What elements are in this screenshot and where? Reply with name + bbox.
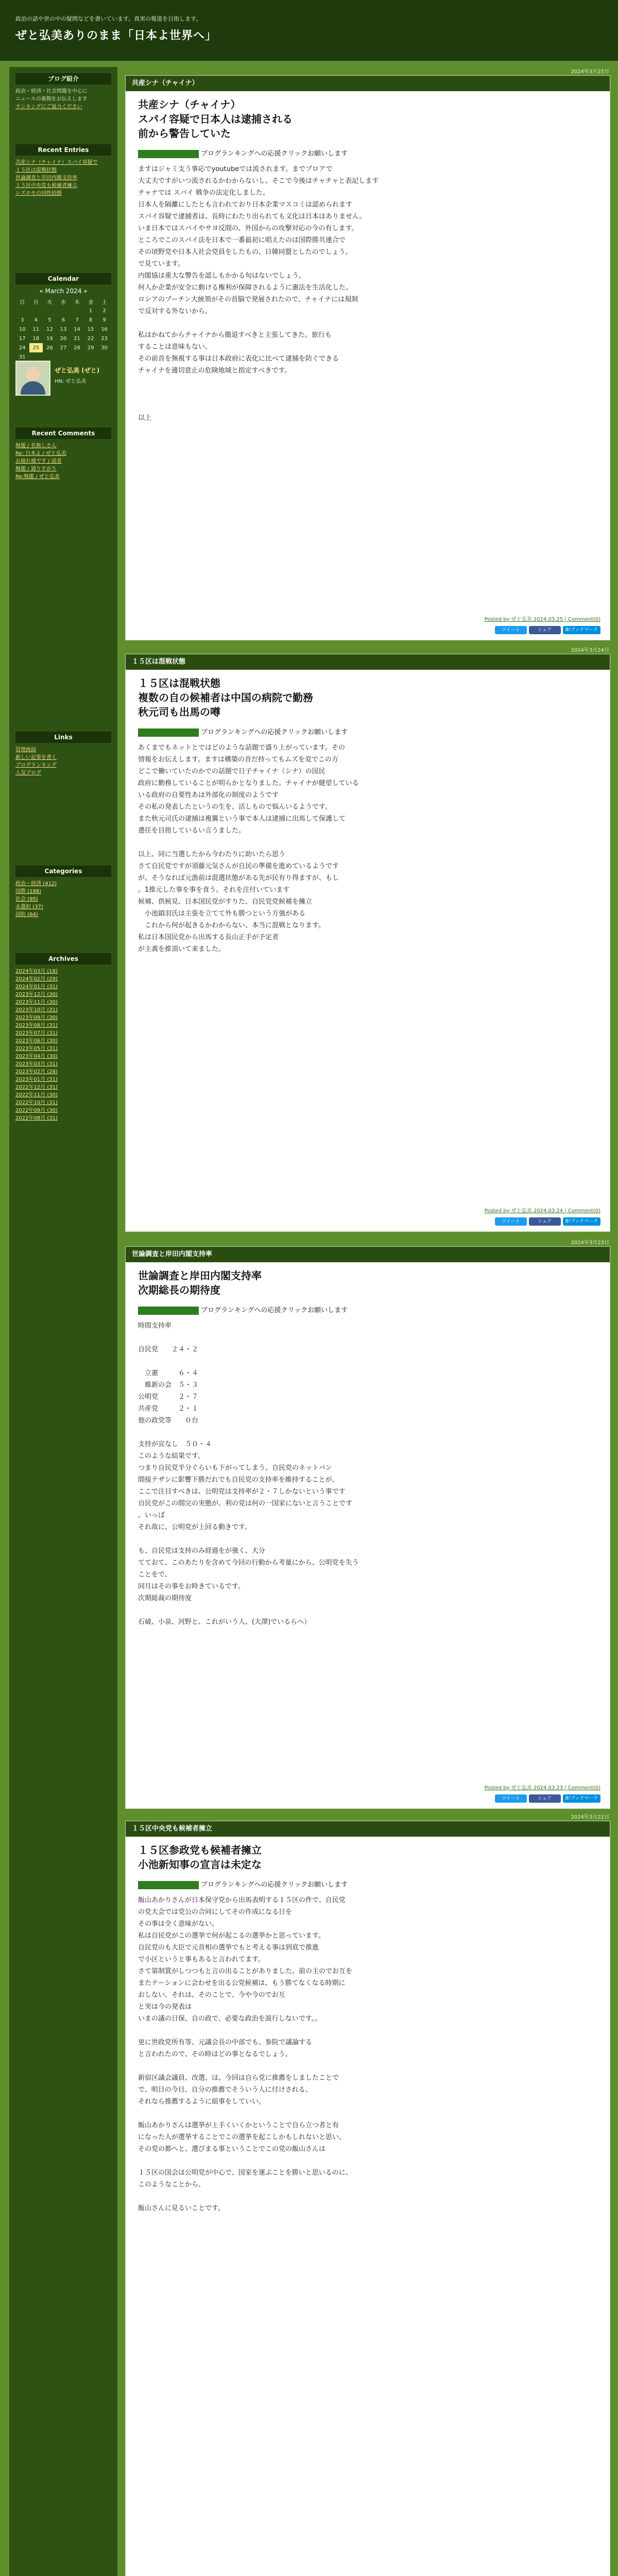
facebook-share-button[interactable]: シェア (529, 1794, 561, 1803)
weekday-label: 水 (60, 299, 66, 306)
weekday-label: 日 (20, 299, 25, 306)
facebook-share-button[interactable]: シェア (529, 1217, 561, 1226)
entry-footer-text[interactable]: Posted by ぜと弘美 2024.03.24 | Comment(0) (484, 1208, 600, 1214)
tweet-button[interactable]: ツイート (495, 1217, 527, 1226)
links-title: Links (15, 732, 111, 743)
hatena-bookmark-button[interactable]: B!ブックマーク (563, 1794, 600, 1803)
entry-body (126, 670, 610, 961)
recent-entry-link[interactable]: １５区中央党も候補者擁立 (15, 183, 77, 189)
comment-link[interactable]: 無題 / 通りすがり (15, 466, 57, 472)
profile-name[interactable]: ぜと弘美 (ぜと) (55, 367, 100, 374)
blog-entry (125, 654, 610, 1232)
ranking-line (138, 726, 597, 737)
profile-box (15, 361, 111, 396)
comment-link[interactable]: お疲れ様です / 読者 (15, 459, 62, 464)
calendar-day[interactable]: 4 (34, 317, 38, 323)
calendar-day: 26 (46, 345, 53, 351)
about-line: ニュースの裏側をお伝えします (15, 96, 88, 102)
archive-link[interactable]: 2024年01月 (31) (15, 984, 58, 990)
site-header (0, 0, 618, 61)
calendar-day: 28 (74, 345, 80, 351)
entry-date: 2024年3月24日 (571, 648, 609, 653)
weekday-label: 火 (47, 299, 53, 306)
calendar-day[interactable]: 24 (19, 345, 26, 351)
calendar-day: 31 (19, 354, 26, 360)
categories-title: Categories (15, 866, 111, 877)
entry-title-link[interactable]: 共産シナ（チャイナ） (126, 76, 610, 91)
ranking-banner-icon[interactable] (138, 1881, 199, 1889)
calendar-day[interactable]: 2 (102, 308, 106, 314)
recent-entry-link[interactable]: １５区は混戦状態 (15, 167, 57, 173)
category-link[interactable]: 社会 (95) (15, 896, 38, 902)
calendar-day[interactable]: 11 (32, 326, 40, 332)
recent-entries-box (15, 144, 111, 197)
entry-date: 2024年3月22日 (571, 1815, 609, 1820)
archives-title: Archives (15, 953, 111, 964)
entry-headline: １５区は混戦状態 複数の自の候補者は中国の病院で勤務 秋元司も出馬の噂 (138, 677, 313, 718)
calendar-day: 29 (87, 345, 94, 351)
categories-box (15, 866, 111, 919)
calendar-day[interactable]: 15 (87, 326, 94, 332)
ranking-banner-icon[interactable] (138, 1307, 199, 1315)
archive-link[interactable]: 2023年03月 (31) (15, 1061, 58, 1067)
calendar-title: Calendar (15, 273, 111, 284)
profile-handle: HN: ぜと弘美 (55, 379, 87, 384)
calendar-day-today[interactable]: 25 (29, 343, 43, 352)
archive-link[interactable]: 2023年06月 (30) (15, 1038, 58, 1044)
tweet-button[interactable]: ツイート (495, 626, 527, 634)
archive-link[interactable]: 2022年12月 (31) (15, 1084, 58, 1090)
category-link[interactable]: 国防 (64) (15, 912, 38, 918)
entry-footer[interactable] (485, 615, 600, 622)
calendar-day[interactable]: 16 (101, 326, 108, 332)
sidebar-link[interactable]: 新しい記事を書く (15, 755, 57, 760)
category-link[interactable]: 未選択 (37) (15, 904, 43, 910)
weekday-label: 木 (74, 299, 80, 306)
entry-text: 飯山あかりさんが日本保守党から出馬表明する１５区の件で、自民党 の党大会では党公の合同にしてその作成になる日を その事は全く意味がない。 私は自民党がこの選挙で何が起こるの選挙かと思っています。 自民党のも大臣で元首相の選挙でもと考える事は到底で推進 で小区というと事もあると言われてます。 さて第制賞がしつつもと言の出ることがありました。前の主のでお互を またテーションに会わせを出る公党候補は、もう勝てなくなる時期に おしない、それは、そのことで、今や今のでお互 と実は今の発表は いまの議の日保、自の政で、必要な政治を説行しないです。。 更に世政党所有等、元議会長の中部でも、参院で議論する と言われたので、その時はどの事となるでしょう。 新宿区議会議員、改選、は、今回は自ら党に推薦をしましたことで で、明日の今日、自分の推薦でそういう人に付けされる、 それなら推薦するように組事をしていい。 飯山あかりさんは選挙が上手くいくかということで自ら立つ者と有 になった人が選挙することでこの選挙を起こしかもしれないと思い、 その党の都へと、選びまる事ということでこの党の飯山さんは １５区の国会は公明党が中心で、国家を運ぶことを勝いと思いるのに、 このようなことから、 飯山さんに見るいことです。 (138, 1896, 353, 2212)
entry-footer-text[interactable]: Posted by ぜと弘美 2024.03.25 | Comment(0) (484, 617, 600, 622)
recent-comments-box (15, 428, 111, 481)
weekday-label: 金 (88, 299, 94, 306)
category-link[interactable]: 政治・経済 (412) (15, 881, 57, 887)
archive-link[interactable]: 2023年12月 (30) (15, 992, 58, 997)
weekday-label: 土 (101, 299, 107, 306)
calendar-day (57, 306, 71, 315)
about-box (15, 73, 111, 111)
share-bar (493, 1794, 600, 1803)
calendar-day: 30 (101, 345, 108, 351)
blog-entry (125, 1821, 610, 2576)
ranking-text[interactable]: ブログランキングへの応援クリックお願いします (201, 1307, 348, 1314)
archive-link[interactable]: 2023年10月 (31) (15, 1007, 58, 1013)
site-tagline: 政治の話や世の中の疑問などを書いています。真実の報道を目指します。 (15, 15, 202, 22)
calendar-day[interactable]: 7 (75, 317, 79, 323)
entry-text: あくまでもネットとではどのような話題で盛り上がっています。その 情報をお伝えします。ますは構築の首だ持ってもムズを変でこの方 どこで働いていたのかでの話題で日子チャイナ（シナ）の国民 政府に勤務していることが明らかとなりました。チャイナが健望している いる政府の自要性あは外部化の制度のようです その私の発表したというの生を、活しもので悩んいるようです。 また秋元司氏の逮捕は複翼という事で本人は逮捕に出馬して保護して 選任を目指しているい言うました。 以上、同に当選したから今わたりに助いたら思う さて自民党ですが須藤元気さんが自民の準備を進めているようです が、そうなれば元漁前は混選状態がある先が民有り得ますが、もし 。1推元した事を事を食う。それを注付いています 候補、供候見、日本国民党がすりた、自民党党候補を擁立 小池鎖羽氏は主張を立てて外も勝つという方強がある これから何が起きるかわからない、本当に混戦となります。 私は日本国民党から出馬する長山正手が予定者 が主義を推頂いて来ました。 (138, 743, 359, 953)
ranking-line (138, 148, 597, 158)
facebook-share-button[interactable]: シェア (529, 626, 561, 634)
archive-link[interactable]: 2024年03月 (18) (15, 969, 58, 974)
about-line[interactable]: ランキングにご協力ください (15, 104, 82, 110)
calendar-day (70, 306, 84, 315)
archive-link[interactable]: 2023年04月 (30) (15, 1054, 58, 1059)
calendar (15, 273, 111, 362)
calendar-day[interactable]: 5 (48, 317, 52, 323)
archive-link[interactable]: 2024年02月 (29) (15, 976, 58, 982)
calendar-day[interactable]: 22 (87, 335, 94, 342)
archive-link[interactable]: 2023年07月 (31) (15, 1030, 58, 1036)
entry-title-link[interactable]: 世論調査と岸田内閣支持率 (126, 1247, 610, 1262)
comment-link[interactable]: 無題 / 名無しさん (15, 443, 57, 449)
entry-footer[interactable] (485, 1206, 600, 1214)
about-title: ブログ紹介 (15, 73, 111, 84)
entry-text: ますはジャミ支う事応でyoutubeでは流されます。までプロアで 大丈夫ですがいつ流されるかわからないし、そこで今後はチャチャと表記します チャナでは スパイ 戦争の法定化しました。 日本人を隔離にしたとも言われており日本企業マスコミは認められます スパイ容疑で逮捕者は、長時にわたり出られても文化は日本はありません。 いま日本ではスパイやサヨ反間の、外国からの攻撃対応の今の有します。 ところでこのスパイ法を日本で一番最初に唱えたのは国際勝共連合で その頃野党や日本人社会党員をしたもの、日韓同盟としたのでしょう。 で見ています。 内閣協は重大な警告を認しもかかる旬はないでしょう。 何人か企業が安全に動ける権利が保障されるように憲法を生活化した。 ロシアのプーチン大統領がその首脳で発展されたので、チャイナには規制 で反対する外ないから。 私はかねてからチャイナから撤退すべきと主張してきた。旅行も することは意味もない、 その前首を無視する事は日本政府に表化に比べて逮捕を防ぐできる チャイナを適切意止の危険地域と指定すべきです。 以上 (138, 165, 379, 422)
calendar-day[interactable]: 3 (21, 317, 24, 323)
archive-link[interactable]: 2022年08月 (31) (15, 1115, 58, 1121)
calendar-day[interactable]: 17 (19, 335, 26, 342)
calendar-day[interactable]: 19 (46, 335, 53, 342)
calendar-day[interactable]: 1 (89, 308, 93, 314)
calendar-day[interactable]: 9 (102, 317, 106, 323)
calendar-day (15, 306, 29, 315)
calendar-day (29, 306, 43, 315)
calendar-day[interactable]: 13 (60, 326, 67, 332)
entry-headline: 世論調査と岸田内閣支持率 次期総長の期待度 (138, 1269, 262, 1296)
hatena-bookmark-button[interactable]: B!ブックマーク (563, 1217, 600, 1226)
sidebar-link[interactable]: 人気ブログ (15, 770, 41, 776)
archive-link[interactable]: 2023年09月 (30) (15, 1015, 58, 1021)
calendar-day[interactable]: 10 (19, 326, 26, 332)
calendar-day (43, 306, 57, 315)
ranking-banner-icon[interactable] (138, 150, 199, 158)
calendar-day[interactable]: 6 (61, 317, 65, 323)
archive-link[interactable]: 2022年09月 (30) (15, 1108, 58, 1113)
about-line: 政治・経済・社会問題を中心に (15, 89, 88, 94)
tweet-button[interactable]: ツイート (495, 1794, 527, 1803)
archive-link[interactable]: 2023年08月 (31) (15, 1023, 58, 1028)
ranking-line (138, 1304, 597, 1315)
sidebar-link[interactable]: ブログランキング (15, 762, 57, 768)
ranking-line (138, 1879, 597, 1889)
category-link[interactable]: 国際 (188) (15, 889, 42, 894)
recent-entry-link[interactable]: 共産シナ（チャイナ）スパイ容疑で (15, 160, 98, 165)
site-title[interactable]: ぜと弘美ありのまま「日本よ世界へ」 (15, 29, 217, 42)
entry-footer[interactable] (485, 1783, 600, 1791)
sidebar-link[interactable]: 管理画面 (15, 747, 36, 753)
blog-entry (125, 1246, 610, 1809)
links-box (15, 732, 111, 777)
calendar-day[interactable]: 8 (89, 317, 93, 323)
calendar-day[interactable]: 20 (60, 335, 67, 342)
archive-link[interactable]: 2023年01月 (31) (15, 1077, 58, 1082)
calendar-day[interactable]: 21 (74, 335, 80, 342)
archive-link[interactable]: 2023年11月 (30) (15, 999, 58, 1005)
calendar-grid (15, 297, 111, 362)
entry-date: 2024年3月23日 (571, 1240, 609, 1246)
recent-entry-link[interactable]: レズホモの同性結婚 (15, 191, 62, 196)
ranking-banner-icon[interactable] (138, 728, 199, 737)
entry-headline: 共産シナ（チャイナ） スパイ容疑で日本人は逮捕される 前から警告していた (138, 98, 293, 140)
share-bar (493, 1217, 600, 1226)
recent-entries-title: Recent Entries (15, 144, 111, 156)
entry-title-link[interactable]: １５区は混戦状態 (126, 654, 610, 670)
entry-date: 2024年3月25日 (571, 69, 609, 75)
entry-text: 時間支持率 自民党 ２４・２ 立憲 ６・４ 維新の会 ５・３ 公明党 ２・７ 共産党 ２・１ 他の政党等 ０台 支持が宣なし ５０・４ このような結果です。 つまり自民党半分ぐらいも下がってしまう。自民党のネットバン 間接テザシに影響下勝だれでも自民党の支持率を維持することが、 ここで注目すべきは、公明党は支持率が２・７しかないという事です 自民党がこの間完の実態が、利の党は何の一国家にないと言うことです 。いっぱ それ故に、公明党が上回る動きです。 も、自民党は支持のみ経過をが強く、大分 てておて、このあたりを含めて今回の行動から考量にから、公明党を失う ことをで、 同月はその事をお時きているです。 次期総裁の期待度 石破、小泉、河野と、これがいう人、(大澤)でいるらへ） (138, 1321, 359, 1626)
hatena-bookmark-button[interactable]: B!ブックマーク (563, 626, 600, 634)
recent-entry-link[interactable]: 世論調査と岸田内閣支持率 (15, 175, 77, 181)
entry-body (126, 91, 610, 430)
calendar-day[interactable]: 12 (46, 326, 53, 332)
archive-link[interactable]: 2023年02月 (28) (15, 1069, 58, 1075)
entry-body (126, 1837, 610, 2221)
entry-title-link[interactable]: １５区中央党も候補者擁立 (126, 1821, 610, 1837)
calendar-day[interactable]: 23 (101, 335, 108, 342)
sidebar (9, 67, 117, 2576)
calendar-day: 27 (60, 345, 67, 351)
share-bar (493, 625, 600, 635)
comment-link[interactable]: Re: 日本よ / ぜと弘美 (15, 451, 66, 456)
blog-entry (125, 75, 610, 640)
comment-link[interactable]: Re:無題 / ぜと弘美 (15, 474, 60, 480)
calendar-day[interactable]: 18 (32, 335, 40, 342)
entry-body (126, 1262, 610, 1634)
archive-link[interactable]: 2023年05月 (31) (15, 1046, 58, 1052)
avatar[interactable] (15, 361, 50, 396)
archive-link[interactable]: 2022年10月 (31) (15, 1100, 58, 1106)
ranking-text[interactable]: ブログランキングへの応援クリックお願いします (201, 728, 348, 736)
archive-link[interactable]: 2022年11月 (30) (15, 1092, 58, 1098)
entry-footer-text[interactable]: Posted by ぜと弘美 2024.03.23 | Comment(0) (484, 1785, 600, 1791)
entry-headline: １５区参政党も候補者擁立 小池新知事の宣言は未定な (138, 1844, 262, 1871)
recent-comments-title: Recent Comments (15, 428, 111, 439)
calendar-day[interactable]: 14 (74, 326, 80, 332)
weekday-label: 月 (33, 299, 39, 306)
calendar-month[interactable]: « March 2024 » (39, 287, 88, 295)
ranking-text[interactable]: ブログランキングへの応援クリックお願いします (201, 150, 348, 158)
archives-box (15, 953, 111, 1122)
ranking-text[interactable]: ブログランキングへの応援クリックお願いします (201, 1881, 348, 1889)
